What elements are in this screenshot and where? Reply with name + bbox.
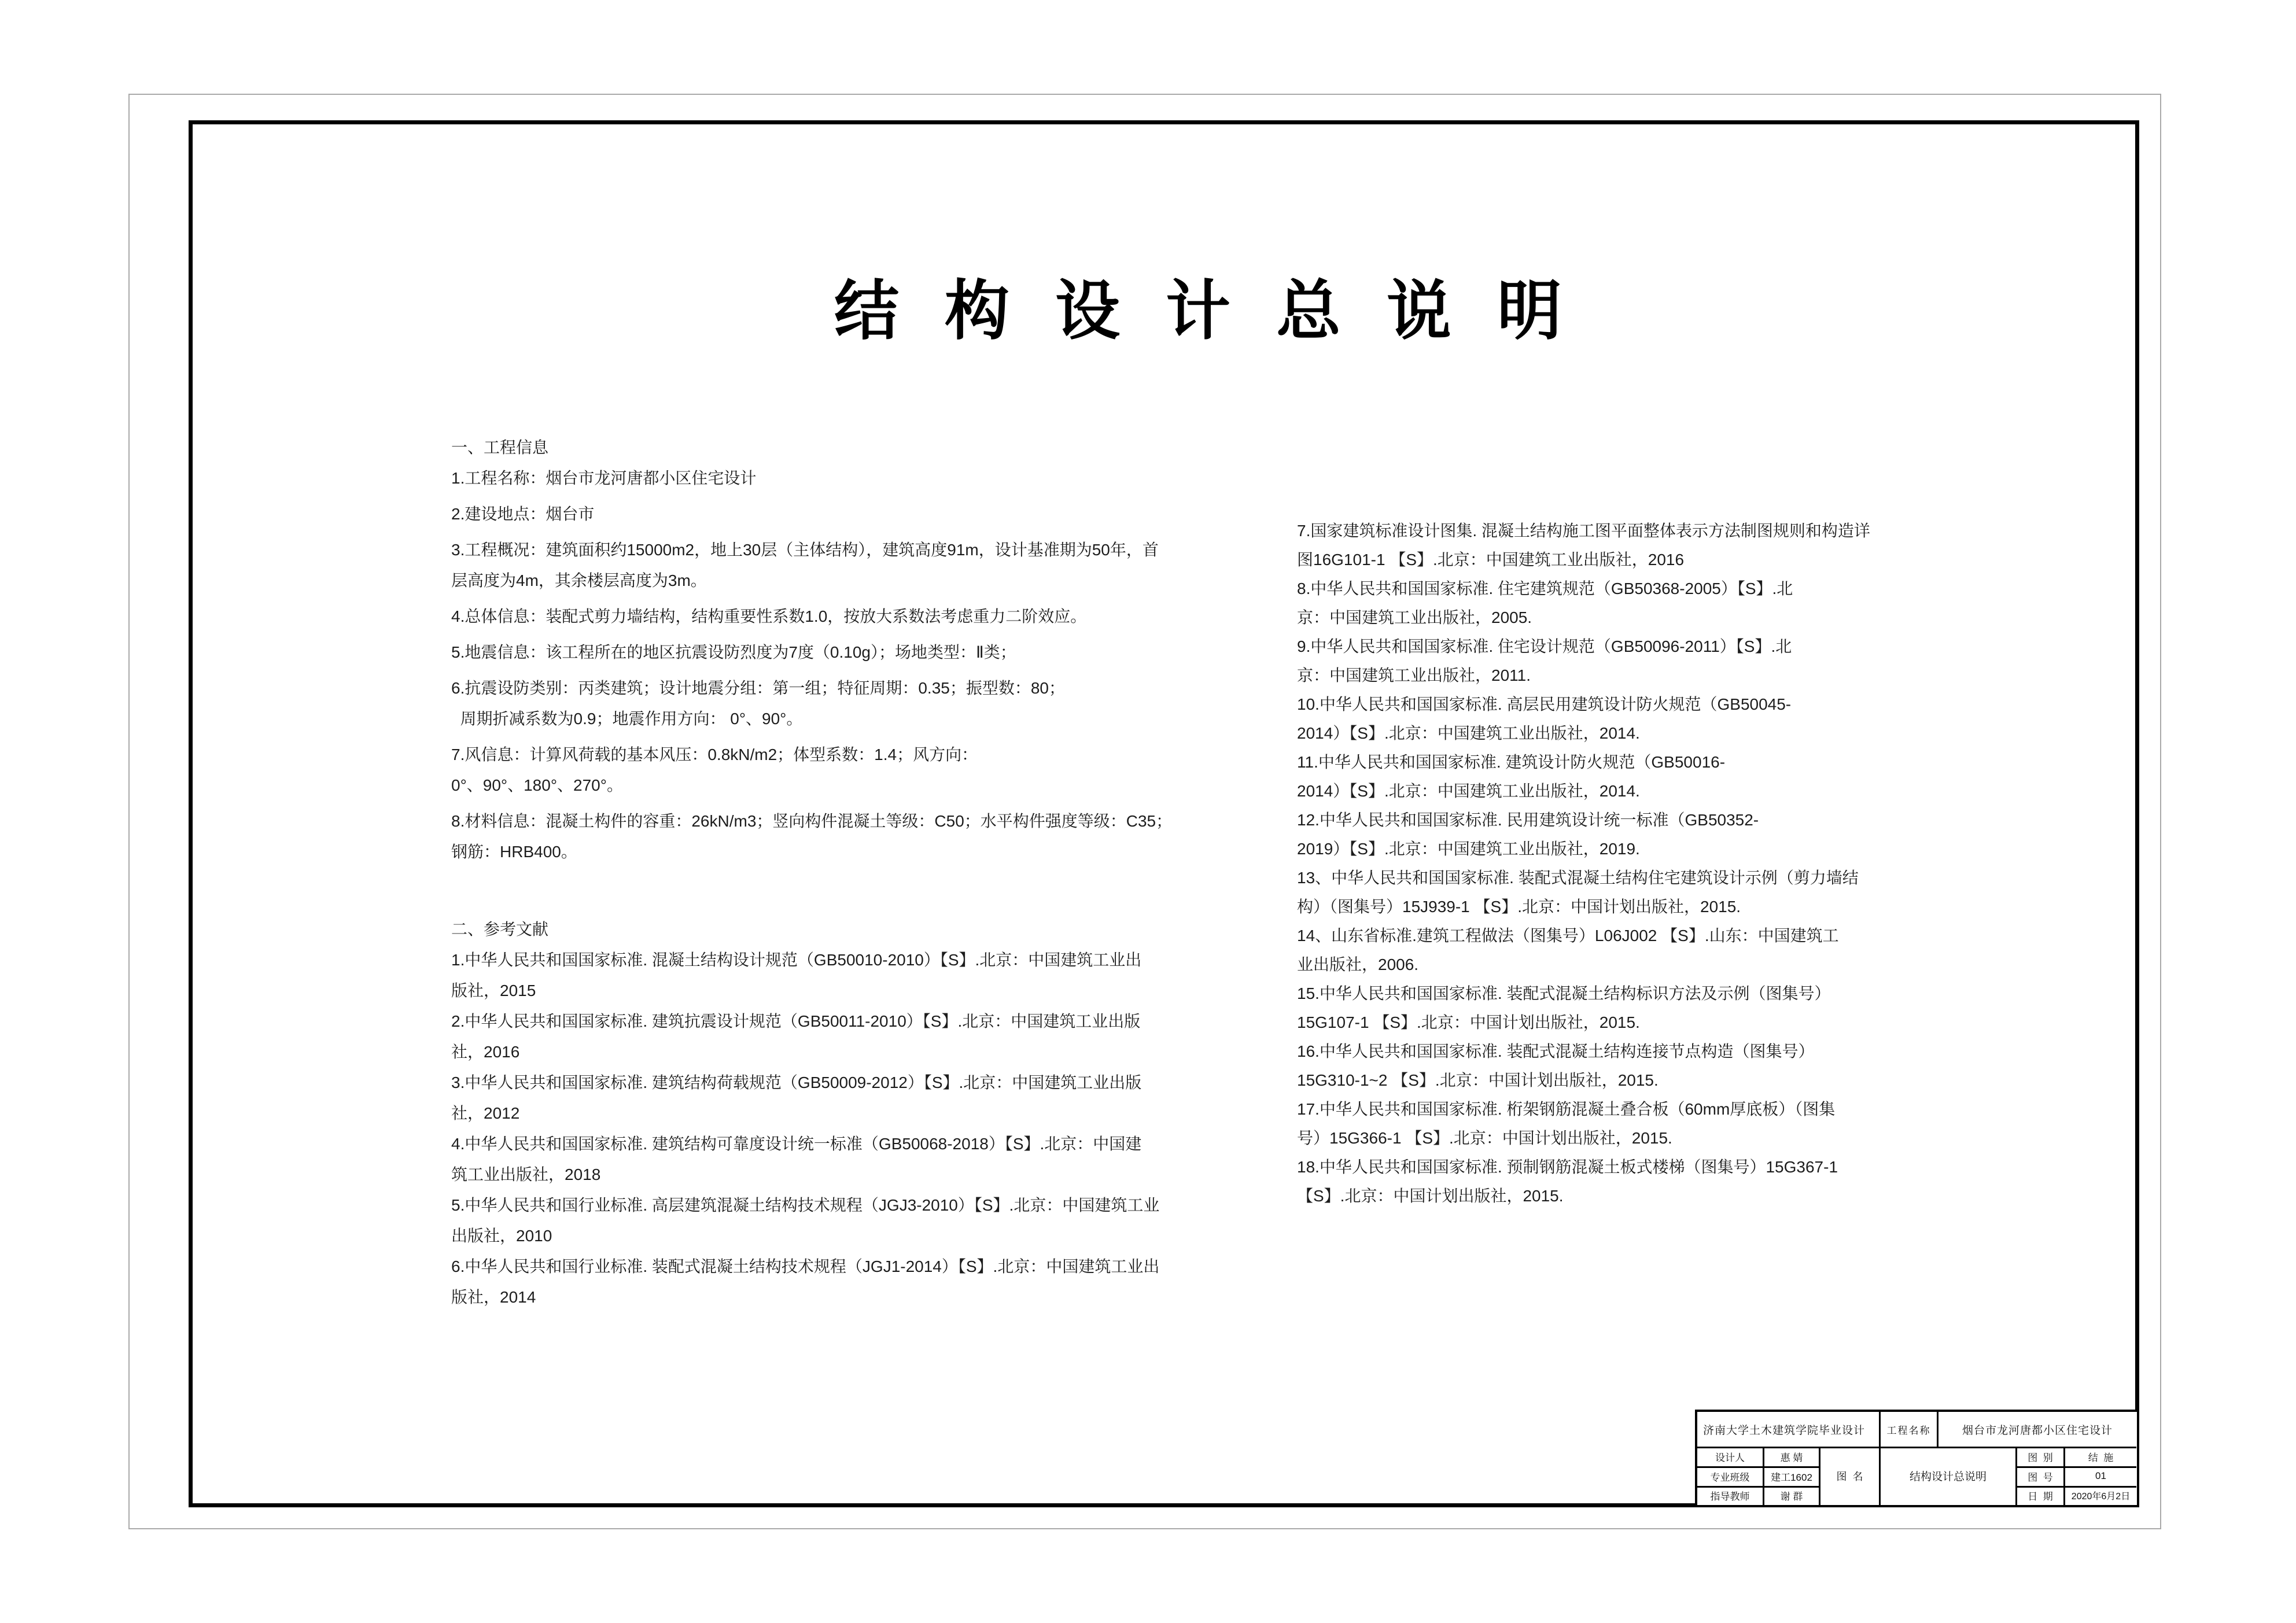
text-line: 2.建设地点：烟台市 — [451, 505, 595, 523]
text-line: 4.总体信息：装配式剪力墙结构，结构重要性系数1.0，按放大系数法考虑重力二阶效应。 — [451, 607, 1087, 625]
notes-left-column — [451, 432, 1172, 1312]
text-line: 【S】.北京：中国计划出版社，2015. — [1297, 1187, 1564, 1205]
text-line: 京：中国建筑工业出版社，2011. — [1297, 666, 1531, 684]
text-line: 社，2016 — [451, 1043, 520, 1061]
text-line: 2019）【S】.北京：中国建筑工业出版社，2019. — [1297, 840, 1640, 858]
school-name: 济南大学土木建筑学院毕业设计 — [1703, 1424, 1866, 1437]
text-line: 18.中华人民共和国国家标准. 预制钢筋混凝土板式楼梯（图集号）15G367-1 — [1297, 1158, 1838, 1176]
text-line: 14、山东省标准.建筑工程做法（图集号）L06J002 【S】.山东：中国建筑工 — [1297, 927, 1839, 945]
category-value: 结 施 — [2088, 1452, 2114, 1463]
text-line: 3.中华人民共和国国家标准. 建筑结构荷载规范（GB50009-2012）【S】.北京：中国建筑工业出版 — [451, 1074, 1142, 1091]
text-line: 8.材料信息：混凝土构件的容重：26kN/m3；竖向构件混凝土等级：C50；水平构件强度等级：C35； — [451, 812, 1173, 830]
text-line: 8.中华人民共和国国家标准. 住宅建筑规范（GB50368-2005）【S】.北 — [1297, 580, 1793, 597]
text-line: 17.中华人民共和国国家标准. 桁架钢筋混凝土叠合板（60mm厚底板）（图集 — [1297, 1100, 1836, 1118]
text-line: 2014）【S】.北京：中国建筑工业出版社，2014. — [1297, 724, 1640, 742]
advisor-name: 谢 群 — [1780, 1491, 1803, 1502]
class-label: 专业班级 — [1710, 1471, 1750, 1483]
project-name-value: 烟台市龙河唐都小区住宅设计 — [1962, 1424, 2113, 1437]
text-line: 5.中华人民共和国行业标准. 高层建筑混凝土结构技术规程（JGJ3-2010）【S】.北京：中国建筑工业 — [451, 1196, 1160, 1214]
text-line: 周期折减系数为0.9；地震作用方向： 0°、90°。 — [451, 710, 803, 728]
text-line: 5.地震信息：该工程所在的地区抗震设防烈度为7度（0.10g）；场地类型：Ⅱ类； — [451, 643, 1016, 661]
date-value: 2020年6月2日 — [2071, 1492, 2131, 1502]
title-block — [1695, 1410, 2139, 1507]
drawing-name-value: 结构设计总说明 — [1909, 1471, 1987, 1483]
text-line: 12.中华人民共和国国家标准. 民用建筑设计统一标准（GB50352- — [1297, 811, 1759, 829]
text-line: 出版社，2010 — [451, 1227, 552, 1245]
date-label: 日 期 — [2028, 1491, 2053, 1502]
text-line: 7.国家建筑标准设计图集. 混凝土结构施工图平面整体表示方法制图规则和构造详 — [1297, 522, 1870, 540]
text-line: 钢筋：HRB400。 — [451, 843, 577, 861]
text-line: 版社，2014 — [451, 1288, 536, 1306]
notes-right-column — [1297, 517, 1870, 1211]
sheet-title: 结构设计总说明 — [834, 275, 1608, 347]
text-line: 筑工业出版社，2018 — [451, 1165, 601, 1183]
designer-label: 设计人 — [1715, 1452, 1745, 1463]
text-line: 一、工程信息 — [451, 438, 549, 456]
text-line: 9.中华人民共和国国家标准. 住宅设计规范（GB50096-2011）【S】.北 — [1297, 637, 1792, 655]
text-line: 4.中华人民共和国国家标准. 建筑结构可靠度设计统一标准（GB50068-2018）【S】.北京：中国建 — [451, 1135, 1142, 1153]
advisor-label: 指导教师 — [1710, 1491, 1750, 1502]
text-line: 10.中华人民共和国国家标准. 高层民用建筑设计防火规范（GB50045- — [1297, 695, 1792, 713]
text-line: 6.抗震设防类别：丙类建筑；设计地震分组：第一组；特征周期：0.35；振型数：80； — [451, 679, 1065, 697]
designer-name: 惠 婧 — [1780, 1452, 1803, 1463]
sheet-number-label: 图 号 — [2028, 1471, 2053, 1483]
text-line: 2.中华人民共和国国家标准. 建筑抗震设计规范（GB50011-2010）【S】.北京：中国建筑工业出版 — [451, 1012, 1141, 1030]
class-value: 建工1602 — [1771, 1471, 1812, 1483]
text-line: 京：中国建筑工业出版社，2005. — [1297, 608, 1532, 626]
text-line: 号）15G366-1 【S】.北京：中国计划出版社，2015. — [1297, 1129, 1672, 1147]
text-line: 7.风信息：计算风荷载的基本风压：0.8kN/m2；体型系数：1.4；风方向： — [451, 746, 978, 763]
text-line: 图16G101-1 【S】.北京：中国建筑工业出版社，2016 — [1297, 551, 1685, 569]
sheet-number-value: 01 — [2095, 1470, 2106, 1481]
text-line: 15G310-1~2 【S】.北京：中国计划出版社，2015. — [1297, 1071, 1659, 1089]
text-line: 构）（图集号）15J939-1 【S】.北京：中国计划出版社，2015. — [1297, 898, 1741, 916]
section-gap — [451, 872, 1172, 914]
text-line: 11.中华人民共和国国家标准. 建筑设计防火规范（GB50016- — [1297, 753, 1726, 771]
text-line: 1.工程名称：烟台市龙河唐都小区住宅设计 — [451, 469, 757, 487]
text-line: 层高度为4m，其余楼层高度为3m。 — [451, 571, 707, 589]
text-line: 3.工程概况：建筑面积约15000m2，地上30层（主体结构），建筑高度91m，设计基准期为50年，首 — [451, 541, 1159, 559]
category-label: 图 别 — [2028, 1452, 2053, 1463]
project-name-label: 工程名称 — [1886, 1425, 1931, 1436]
text-line: 13、中华人民共和国国家标准. 装配式混凝土结构住宅建筑设计示例（剪力墙结 — [1297, 869, 1859, 887]
text-line: 0°、90°、180°、270°。 — [451, 776, 623, 794]
text-line: 二、参考文献 — [451, 920, 549, 938]
text-line: 16.中华人民共和国国家标准. 装配式混凝土结构连接节点构造（图集号） — [1297, 1042, 1815, 1060]
text-line: 1.中华人民共和国国家标准. 混凝土结构设计规范（GB50010-2010）【S】.北京：中国建筑工业出 — [451, 951, 1142, 969]
text-line: 2014）【S】.北京：中国建筑工业出版社，2014. — [1297, 782, 1640, 800]
drawing-name-label: 图 名 — [1836, 1470, 1863, 1482]
text-line: 版社，2015 — [451, 982, 536, 999]
text-line: 15G107-1 【S】.北京：中国计划出版社，2015. — [1297, 1013, 1640, 1031]
text-line: 15.中华人民共和国国家标准. 装配式混凝土结构标识方法及示例（图集号） — [1297, 984, 1831, 1002]
text-line: 6.中华人民共和国行业标准. 装配式混凝土结构技术规程（JGJ1-2014）【S】.北京：中国建筑工业出 — [451, 1257, 1160, 1275]
text-line: 业出版社，2006. — [1297, 956, 1419, 973]
text-line: 社，2012 — [451, 1104, 520, 1122]
